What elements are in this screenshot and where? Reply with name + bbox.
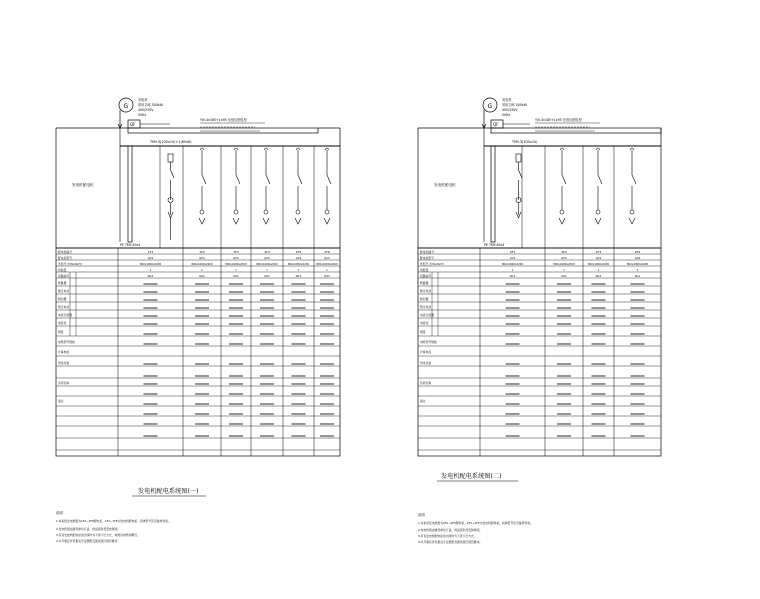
cabinet-id: 1F3 xyxy=(233,250,239,254)
right-diagram xyxy=(418,97,661,544)
table-row-label: 外形尺寸(WxDxH) xyxy=(420,262,444,266)
table-cell: 800x1000x2200 xyxy=(287,263,310,266)
left-notes-heading: 说明 xyxy=(56,511,63,515)
table-row-label: 整定电流 xyxy=(420,305,432,309)
table-cell: 1 xyxy=(597,269,600,272)
table-cell: 800x1000x2200 xyxy=(626,263,649,266)
table-row-label: 计算电流 xyxy=(420,350,432,354)
generator-info-1: 发电机 xyxy=(138,98,148,102)
table-row-label: 断路器 xyxy=(420,281,429,285)
table-cell: GCS xyxy=(634,257,641,260)
table-row-label: 回路编号 xyxy=(58,274,70,278)
table-cell: WL1 xyxy=(295,275,302,278)
table-cell: 800x1000x2200 xyxy=(191,263,213,266)
table-row-label: 电流互感器 xyxy=(58,313,72,317)
left-note-3: 3.所有发电机配电柜进出线均为下进下出方式，电缆沿电缆沟敷设。 xyxy=(56,533,140,537)
svg-text:发电机配电柜: 发电机配电柜 xyxy=(434,183,456,187)
section-label: 发电机配电柜 xyxy=(72,183,94,187)
generator-info-2: 常用功率 500kW xyxy=(138,103,163,107)
table-row-label: 配电柜编号 xyxy=(58,250,72,254)
svg-text:发电机: 发电机 xyxy=(502,98,512,102)
ground-label: PE TMY-40x4 xyxy=(120,243,141,247)
table-cell: WL1 xyxy=(199,275,205,278)
table-cell: 1 xyxy=(636,269,639,272)
table-row-label: 柜数量 xyxy=(58,268,67,272)
table-cell: GCS xyxy=(147,257,154,260)
generator-info-3: 400/230V xyxy=(138,108,154,112)
svg-text:QF: QF xyxy=(130,122,136,127)
cabinet-id: 2F1 xyxy=(509,250,516,254)
cabinet-id: 2F2 xyxy=(561,250,567,254)
table-row-label: 配电柜型号 xyxy=(58,256,72,260)
table-cell: 800x1000x2200 xyxy=(256,263,278,266)
table-cell: WL1 xyxy=(509,275,516,278)
table-cell: WL1 xyxy=(324,275,330,278)
table-row-label: 测量 xyxy=(58,330,64,334)
table-row-label: 脱扣器 xyxy=(58,297,67,301)
table-row-label: 用电设备 xyxy=(58,361,70,365)
table-row-label: 脱扣器 xyxy=(420,297,429,301)
cabinet-id: 1F1 xyxy=(147,250,154,254)
svg-text:QF: QF xyxy=(493,122,499,127)
table-cell: 800x1000x2200 xyxy=(316,263,338,266)
table-cell: 1 xyxy=(326,269,328,272)
table-cell: GCS xyxy=(233,257,239,260)
table-row-label: 备注 xyxy=(420,399,426,403)
table-cell: 800x1000x2200 xyxy=(587,263,610,266)
table-cell: 1 xyxy=(297,269,300,272)
table-cell: 1 xyxy=(511,269,514,272)
incoming-cable-label: YJV-4x185+1x95 至低压配电柜 xyxy=(200,118,247,122)
feeder-symbols-left xyxy=(168,148,331,240)
table-cell: 800x1000x2200 xyxy=(553,263,575,266)
table-row-label: 计算电流 xyxy=(58,350,70,354)
table-cell: 800x1000x2200 xyxy=(501,263,524,266)
table-cell: 1 xyxy=(563,269,565,272)
cabinet-id: 1F5 xyxy=(295,250,302,254)
table-row-label: 负荷名称 xyxy=(58,381,70,385)
table-cell: GCS xyxy=(295,257,302,260)
table-cell: GCS xyxy=(509,257,516,260)
table-cell: 1 xyxy=(201,269,203,272)
left-parameter-table xyxy=(56,248,340,456)
svg-text:TMY-3(100x10): TMY-3(100x10) xyxy=(512,140,538,144)
generator-info-4: 50Hz xyxy=(138,113,147,117)
cabinet-id: 1F2 xyxy=(199,250,205,254)
right-note-1: 1.本系统发电机组为2F1~2F5配电柜，2F1~2F5为发电机配电柜，具体型号见设备材料表。 xyxy=(418,521,533,525)
left-diagram-title: 发电机配电系统图(一) xyxy=(138,488,199,495)
table-row-label: 配电柜编号 xyxy=(420,250,434,254)
generator-symbol: G xyxy=(123,103,129,110)
cabinet-id: 1F6 xyxy=(324,250,330,254)
left-note-4: 4.未尽事宜详见相关专业图纸及国家现行规范要求。 xyxy=(56,539,121,543)
table-row-label: 柜数量 xyxy=(420,268,429,272)
table-cell: WL1 xyxy=(561,275,567,278)
table-row-label: 外形尺寸(WxDxH) xyxy=(58,262,82,266)
left-note-2: 2.发电机组由建设单位订货，供货商负责安装调试。 xyxy=(56,527,121,531)
table-cell: WL1 xyxy=(634,275,641,278)
table-row-label: 回路编号 xyxy=(420,274,432,278)
table-cell: GCS xyxy=(264,257,270,260)
table-cell: 1 xyxy=(235,269,237,272)
table-row-label: 备注 xyxy=(58,399,64,403)
table-row-label: 负荷名称 xyxy=(420,381,432,385)
cabinet-id: 2F3 xyxy=(595,250,602,254)
table-cell: GCS xyxy=(561,257,567,260)
right-diagram-title: 发电机配电系统图(二) xyxy=(441,473,502,480)
table-row-label: 电缆型号规格 xyxy=(58,340,75,344)
right-note-2: 2.发电机组由建设单位订货，供货商负责安装调试。 xyxy=(418,528,483,532)
table-cell: 800x1000x2200 xyxy=(225,263,247,266)
svg-text:50Hz: 50Hz xyxy=(502,113,511,117)
table-cell: 1 xyxy=(149,269,152,272)
right-note-4: 4.未尽事宜详见相关专业图纸及国家现行规范要求。 xyxy=(418,540,483,544)
table-row-label: 额定电流 xyxy=(58,289,70,293)
table-cell: WL1 xyxy=(595,275,602,278)
table-row-label: 电度表 xyxy=(58,321,67,325)
table-row-label: 电缆型号规格 xyxy=(420,340,437,344)
cabinet-id: 1F4 xyxy=(264,250,270,254)
svg-text:YJV-4x185+1x95 至低压配电柜: YJV-4x185+1x95 至低压配电柜 xyxy=(535,118,582,122)
table-row-label: 用电设备 xyxy=(420,361,432,365)
table-cell: WL1 xyxy=(233,275,239,278)
table-row-label: 断路器 xyxy=(58,281,67,285)
svg-text:PE TMY-40x4: PE TMY-40x4 xyxy=(484,243,505,247)
table-cell: GCS xyxy=(199,257,205,260)
cabinet-id: 2F4 xyxy=(634,250,641,254)
busbar-label: TMY-3(100x10)+1(80x8) xyxy=(150,140,192,144)
table-row-label: 额定电流 xyxy=(420,289,432,293)
table-row-label: 电度表 xyxy=(420,321,429,325)
left-note-1: 1.本系统发电机组为1F1~1F6配电柜，1F1~1F6为发电机配电柜，具体型号见设备材料表。 xyxy=(56,519,171,523)
svg-text:400/230V: 400/230V xyxy=(502,108,518,112)
table-cell: 800x1000x2200 xyxy=(139,263,162,266)
table-row-label: 配电柜型号 xyxy=(420,256,434,260)
table-row-label: 电流互感器 xyxy=(420,313,434,317)
table-cell: GCS xyxy=(324,257,330,260)
feeder-symbols-right xyxy=(516,148,636,224)
table-cell: WL1 xyxy=(147,275,154,278)
right-parameter-table xyxy=(418,248,661,456)
table-row-label: 整定电流 xyxy=(58,305,70,309)
right-note-3: 3.所有发电机配电柜进出线均为下进下出方式。 xyxy=(418,534,477,538)
table-cell: WL1 xyxy=(264,275,270,278)
generator-symbol: G xyxy=(487,103,493,110)
left-diagram xyxy=(56,97,340,543)
svg-text:常用功率 500kW: 常用功率 500kW xyxy=(502,103,527,107)
table-row-label: 测量 xyxy=(420,330,426,334)
table-cell: 1 xyxy=(266,269,268,272)
table-cell: GCS xyxy=(595,257,602,260)
right-notes-heading: 说明 xyxy=(418,513,425,517)
